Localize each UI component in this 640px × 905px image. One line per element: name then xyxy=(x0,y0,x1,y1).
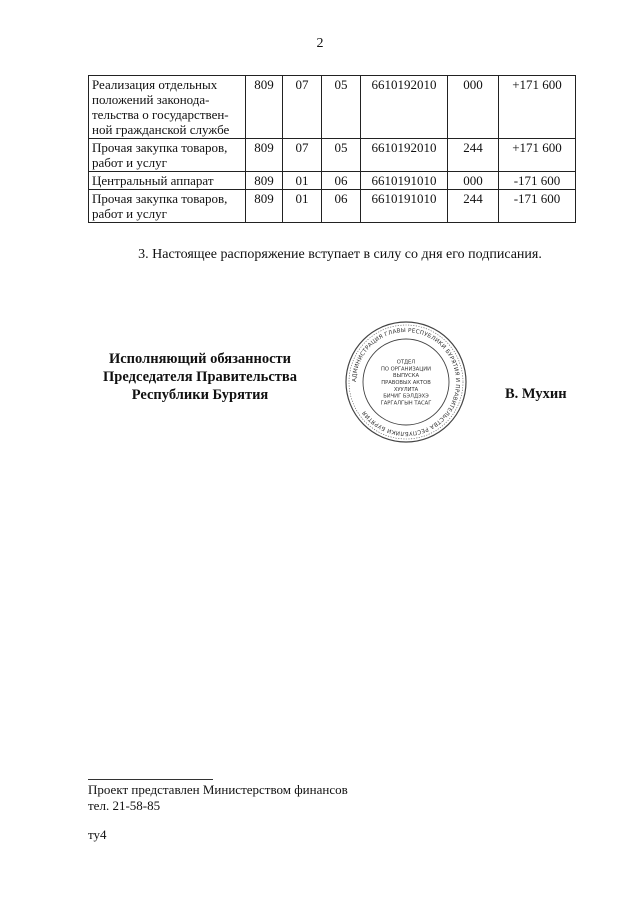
table-cell-amount: +171 600 xyxy=(499,139,576,172)
footer-divider xyxy=(88,779,213,780)
footer-note-line: тел. 21-58-85 xyxy=(88,798,161,813)
table-cell-name: Прочая закупка товаров, работ и услуг xyxy=(89,139,246,172)
table-cell: 809 xyxy=(246,139,283,172)
signatory-name: В. Мухин xyxy=(505,386,567,402)
table-cell: 809 xyxy=(246,172,283,190)
table-cell: 244 xyxy=(448,190,499,223)
table-cell-name: Центральный аппарат xyxy=(89,172,246,190)
table-cell-amount: -171 600 xyxy=(499,172,576,190)
table-cell: 244 xyxy=(448,139,499,172)
table-cell-amount: +171 600 xyxy=(499,76,576,139)
table-cell-amount: -171 600 xyxy=(499,190,576,223)
seal-center-line: ПО ОРГАНИЗАЦИИ xyxy=(380,366,432,373)
table-cell: 6610191010 xyxy=(361,190,448,223)
table-cell-name: Реализация отдельных положений законода-тельства о государствен-ной гражданской службе xyxy=(89,76,246,139)
footer-note-line: Проект представлен Министерством финансов xyxy=(88,782,348,797)
signatory-title-line: Исполняющий обязанности xyxy=(108,351,292,367)
clause-3-text: 3. Настоящее распоряжение вступает в силу со дня его подписания. xyxy=(138,247,542,262)
table-row xyxy=(89,172,576,190)
seal-center-line: БИЧИГ БЭЛДЭХЭ xyxy=(383,393,429,400)
table-cell-name: Прочая закупка товаров, работ и услуг xyxy=(89,190,246,223)
table-cell: 6610192010 xyxy=(361,139,448,172)
table-cell: 01 xyxy=(283,172,322,190)
table-cell: 05 xyxy=(322,139,361,172)
table-row xyxy=(89,76,576,139)
table-cell: 06 xyxy=(322,190,361,223)
table-cell: 07 xyxy=(283,139,322,172)
table-cell: 06 xyxy=(322,172,361,190)
table-row xyxy=(89,139,576,172)
seal-center-line: ГАРГАЛГЫН ТАСАГ xyxy=(380,400,432,407)
table-row xyxy=(89,190,576,223)
seal-center-line: ОТДЕЛ xyxy=(396,359,416,366)
budget-table xyxy=(88,75,576,223)
signatory-title xyxy=(80,350,320,404)
table-cell: 05 xyxy=(322,76,361,139)
seal-center-line: ХУУЛИТА xyxy=(393,386,419,393)
page-number: 2 xyxy=(316,36,324,51)
signatory-title-line: Республики Бурятия xyxy=(131,387,269,403)
footer-note xyxy=(88,782,348,814)
footer-code: ту4 xyxy=(88,827,107,842)
official-seal-stamp xyxy=(344,320,468,444)
table-cell: 000 xyxy=(448,172,499,190)
table-cell: 6610191010 xyxy=(361,172,448,190)
table-cell: 6610192010 xyxy=(361,76,448,139)
table-cell: 07 xyxy=(283,76,322,139)
table-cell: 809 xyxy=(246,190,283,223)
signatory-title-line: Председателя Правительства xyxy=(103,369,297,385)
table-cell: 01 xyxy=(283,190,322,223)
seal-center-line: ПРАВОВЫХ АКТОВ xyxy=(381,380,431,386)
seal-center-line: ВЫПУСКА xyxy=(392,373,420,380)
seal-outer-text: АДМИНИСТРАЦИЯ ГЛАВЫ РЕСПУБЛИКИ БУРЯТИЯ И ПРАВИТЕЛЬСТВА РЕСПУБЛИКИ БУРЯТИЯ xyxy=(351,327,461,437)
table-cell: 809 xyxy=(246,76,283,139)
table-cell: 000 xyxy=(448,76,499,139)
